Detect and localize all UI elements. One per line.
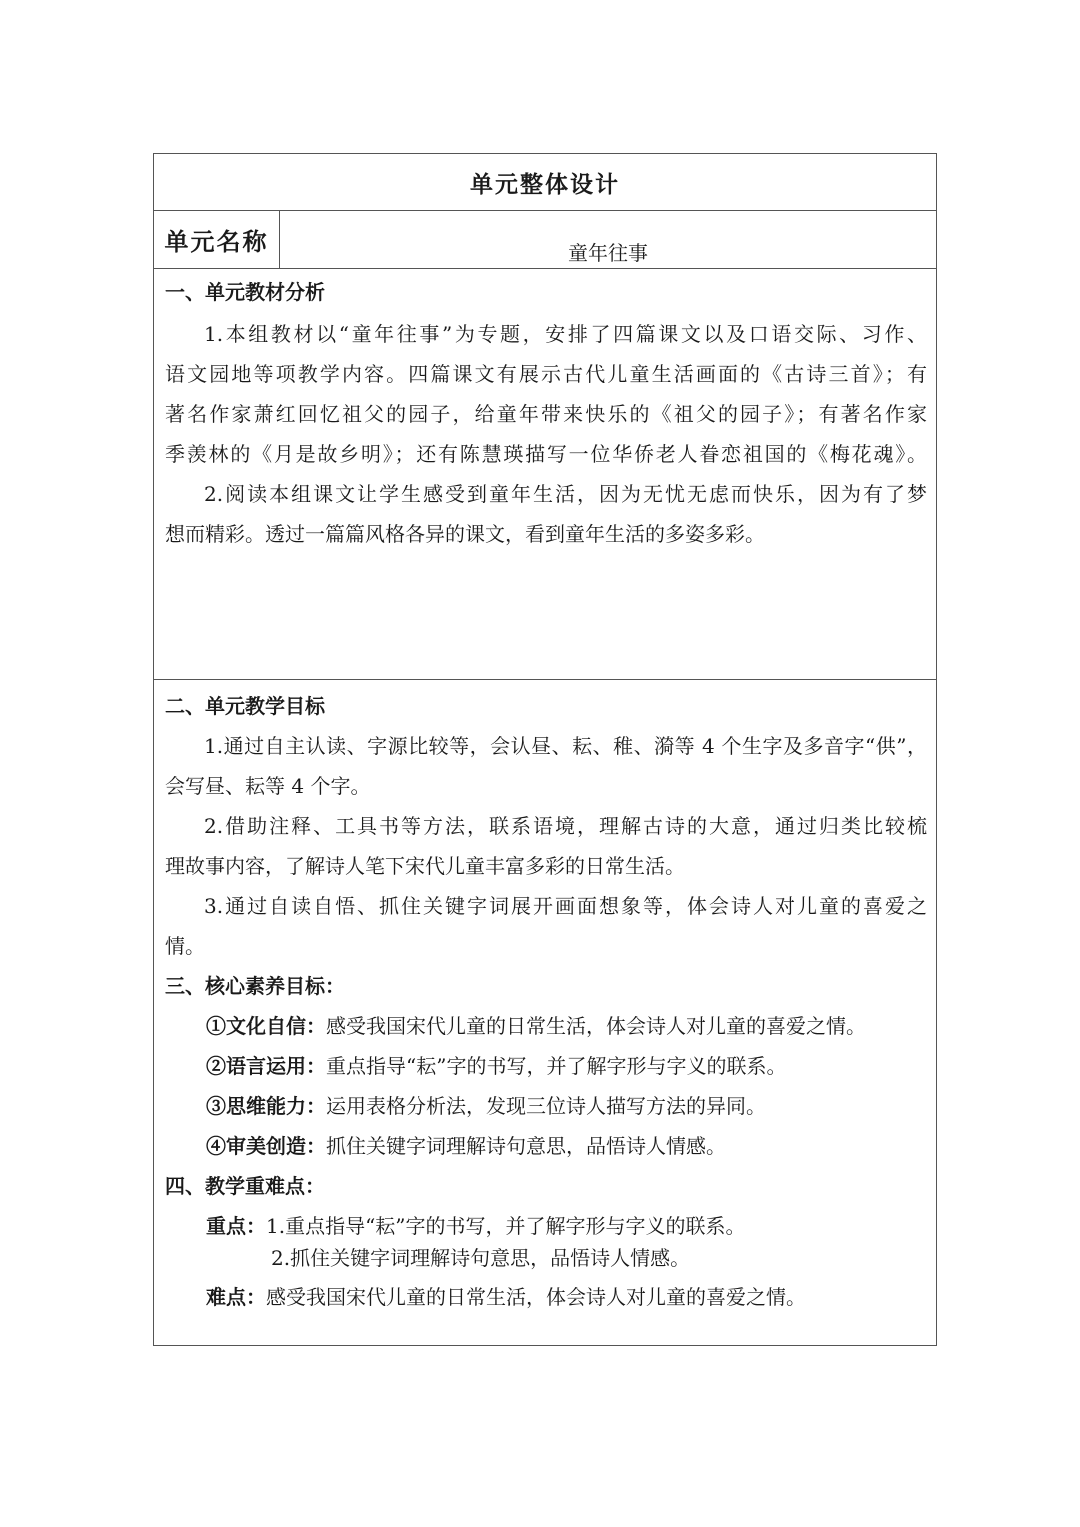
core-item-1-label: ①文化自信： bbox=[206, 1014, 326, 1038]
core-item-1 bbox=[206, 1016, 866, 1036]
section4-heading: 四、教学重难点： bbox=[165, 1174, 325, 1198]
core-item-4 bbox=[206, 1136, 726, 1156]
unit-design-table bbox=[153, 153, 937, 1346]
core-item-3-label: ③思维能力： bbox=[206, 1094, 326, 1118]
difficulty-text: 感受我国宋代儿童的日常生活，体会诗人对儿童的喜爱之情。 bbox=[266, 1285, 806, 1309]
document-title: 单元整体设计 bbox=[154, 154, 936, 211]
goal3-line-2: 情。 bbox=[165, 934, 205, 958]
section-textbook-analysis bbox=[154, 269, 936, 680]
difficulty-row bbox=[206, 1287, 806, 1307]
goal1-line-2: 会写昼、耘等 4 个字。 bbox=[165, 774, 371, 798]
core-item-3 bbox=[206, 1096, 766, 1116]
core-item-3-text: 运用表格分析法，发现三位诗人描写方法的异同。 bbox=[326, 1094, 766, 1118]
section1-heading: 一、单元教材分析 bbox=[165, 280, 325, 304]
section1-p1-line-3: 著名作家萧红回忆祖父的园子，给童年带来快乐的《祖父的园子》；有著名作家 bbox=[165, 402, 927, 426]
core-item-1-text: 感受我国宋代儿童的日常生活，体会诗人对儿童的喜爱之情。 bbox=[326, 1014, 866, 1038]
core-item-4-text: 抓住关键字词理解诗句意思，品悟诗人情感。 bbox=[326, 1134, 726, 1158]
key-point-label: 重点： bbox=[206, 1214, 266, 1238]
goal2-line-1: 2.借助注释、工具书等方法，联系语境，理解古诗的大意，通过归类比较梳 bbox=[204, 814, 927, 838]
key-point-item-1: 1.重点指导“耘”字的书写，并了解字形与字义的联系。 bbox=[266, 1214, 746, 1238]
goal3-line-1: 3.通过自读自悟、抓住关键字词展开画面想象等，体会诗人对儿童的喜爱之 bbox=[204, 894, 927, 918]
section3-heading: 三、核心素养目标： bbox=[165, 974, 345, 998]
unit-name-row bbox=[154, 211, 936, 269]
core-item-2-text: 重点指导“耘”字的书写，并了解字形与字义的联系。 bbox=[326, 1054, 787, 1078]
difficulty-label: 难点： bbox=[206, 1285, 266, 1309]
section1-p2-line-1: 2.阅读本组课文让学生感受到童年生活，因为无忧无虑而快乐，因为有了梦 bbox=[204, 482, 927, 506]
section1-p2-line-2: 想而精彩。透过一篇篇风格各异的课文，看到童年生活的多姿多彩。 bbox=[165, 522, 765, 546]
core-item-4-label: ④审美创造： bbox=[206, 1134, 326, 1158]
core-item-2 bbox=[206, 1056, 786, 1076]
section2-heading: 二、单元教学目标 bbox=[165, 694, 325, 718]
core-item-2-label: ②语言运用： bbox=[206, 1054, 326, 1078]
section1-p1-line-1: 1.本组教材以“童年往事”为专题，安排了四篇课文以及口语交际、习作、 bbox=[204, 322, 927, 346]
goal1-line-1: 1.通过自主认读、字源比较等，会认昼、耘、稚、漪等 4 个生字及多音字“供”， bbox=[204, 734, 927, 758]
section-goals-and-focus bbox=[154, 680, 936, 1345]
unit-name-value: 童年往事 bbox=[568, 241, 648, 265]
section1-p1-line-2: 语文园地等项教学内容。四篇课文有展示古代儿童生活画面的《古诗三首》；有 bbox=[165, 362, 927, 386]
unit-name-label: 单元名称 bbox=[154, 211, 280, 268]
key-point-row bbox=[206, 1216, 746, 1236]
key-point-item-2: 2.抓住关键字词理解诗句意思，品悟诗人情感。 bbox=[271, 1246, 691, 1270]
goal2-line-2: 理故事内容，了解诗人笔下宋代儿童丰富多彩的日常生活。 bbox=[165, 854, 685, 878]
section1-p1-line-4: 季羡林的《月是故乡明》；还有陈慧瑛描写一位华侨老人眷恋祖国的《梅花魂》。 bbox=[165, 442, 927, 466]
